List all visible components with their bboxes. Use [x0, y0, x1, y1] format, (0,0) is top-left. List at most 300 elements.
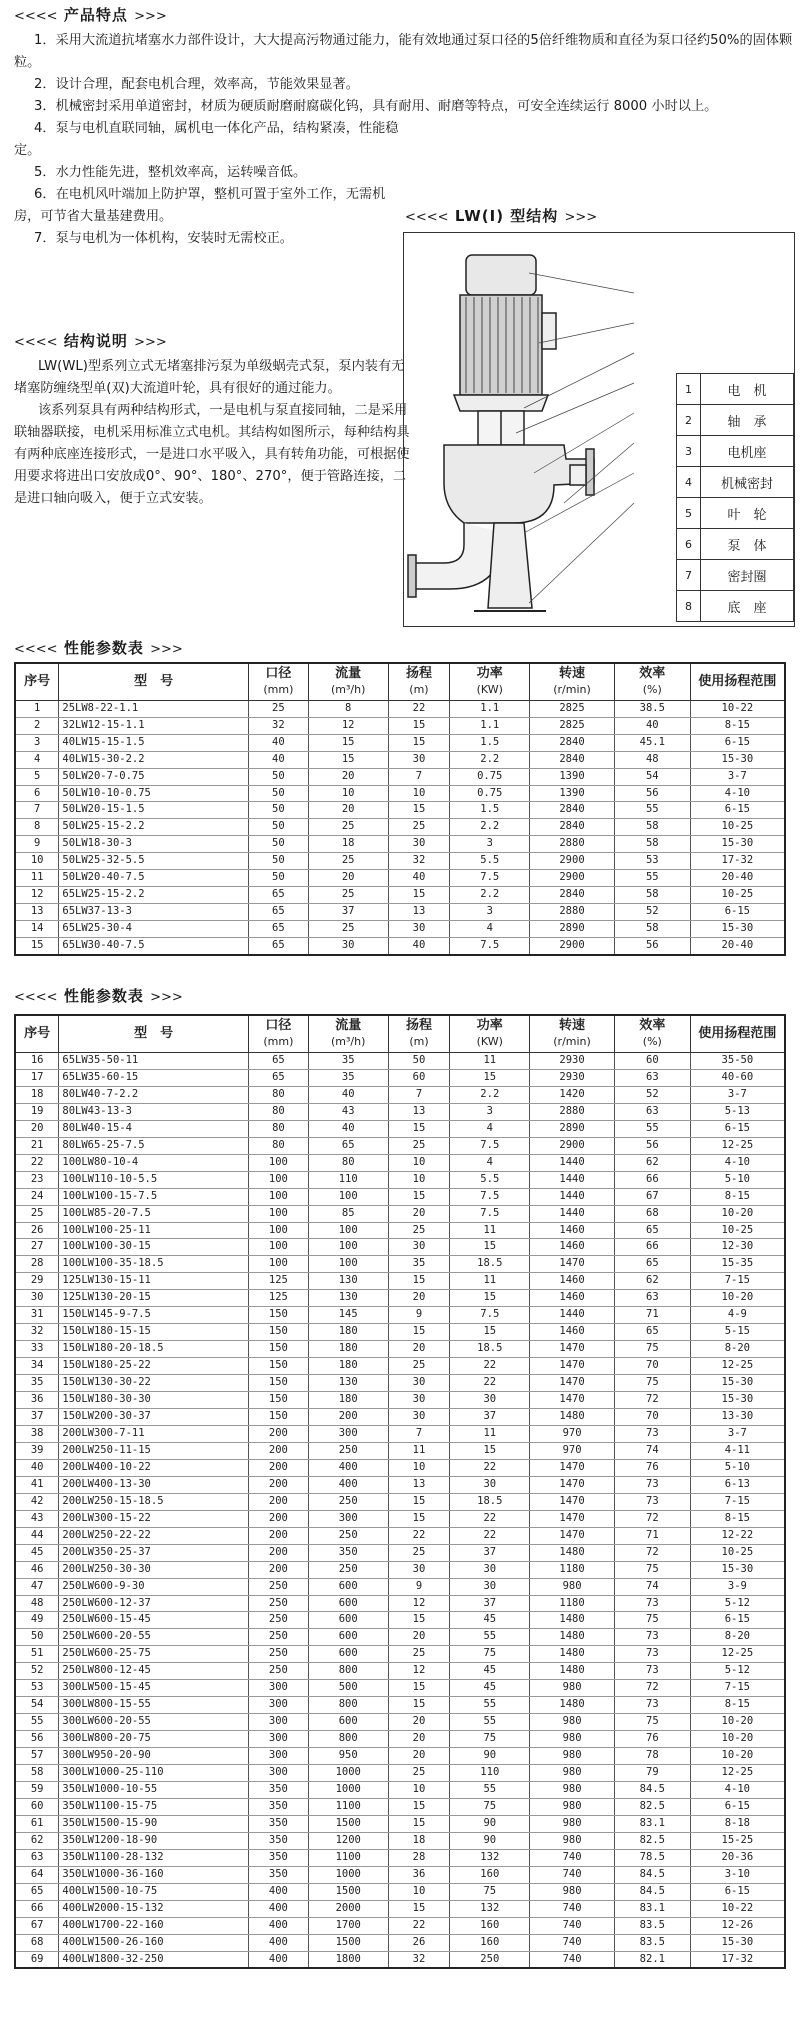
table-cell: 75	[614, 1714, 690, 1731]
table-cell: 30	[308, 937, 388, 954]
performance-table-1	[14, 662, 786, 956]
table-cell: 150	[248, 1341, 308, 1358]
table-row	[15, 1697, 785, 1714]
table-cell: 1180	[530, 1595, 615, 1612]
table-cell: 25	[308, 853, 388, 870]
parts-row	[677, 560, 794, 591]
table-cell: 300	[308, 1510, 388, 1527]
table-cell: 50	[15, 1629, 59, 1646]
table-cell: 11	[15, 870, 59, 887]
table-cell: 65	[248, 937, 308, 954]
table-cell: 400	[248, 1917, 308, 1934]
part-name: 电 机	[701, 374, 794, 405]
table-cell: 26	[15, 1222, 59, 1239]
table-cell: 80LW40-7-2.2	[59, 1086, 249, 1103]
table-cell: 100	[308, 1222, 388, 1239]
table-cell: 18	[388, 1832, 450, 1849]
table-cell: 160	[450, 1917, 530, 1934]
table-cell: 350	[248, 1849, 308, 1866]
table-cell: 600	[308, 1578, 388, 1595]
table-cell: 400LW1500-10-75	[59, 1883, 249, 1900]
arrow-right-icon: >>>	[150, 990, 183, 1005]
table-row	[15, 1493, 785, 1510]
table-cell: 300	[248, 1765, 308, 1782]
table-cell: 2890	[530, 920, 615, 937]
table-cell: 79	[614, 1765, 690, 1782]
table-cell: 82.5	[614, 1832, 690, 1849]
table-cell: 2	[15, 717, 59, 734]
column-header	[450, 663, 530, 701]
table-cell: 2840	[530, 819, 615, 836]
column-header	[59, 1015, 249, 1053]
table-cell: 62	[614, 1154, 690, 1171]
table-cell: 25LW8-22-1.1	[59, 701, 249, 718]
table-cell: 3-7	[690, 768, 785, 785]
table-cell: 22	[388, 701, 450, 718]
table-cell: 250LW600-12-37	[59, 1595, 249, 1612]
column-header	[530, 1015, 615, 1053]
column-header-label: 使用扬程范围	[698, 1026, 777, 1041]
table-row	[15, 1375, 785, 1392]
table-cell: 200LW300-7-11	[59, 1425, 249, 1442]
table-cell: 65LW35-50-11	[59, 1053, 249, 1070]
table-row	[15, 1053, 785, 1070]
table-cell: 2900	[530, 853, 615, 870]
table-cell: 300LW600-20-55	[59, 1714, 249, 1731]
table-cell: 9	[388, 1578, 450, 1595]
table-cell: 1500	[308, 1883, 388, 1900]
table-cell: 8-18	[690, 1815, 785, 1832]
table-cell: 180	[308, 1341, 388, 1358]
table-row	[15, 1832, 785, 1849]
table-cell: 7-15	[690, 1680, 785, 1697]
table-cell: 74	[614, 1578, 690, 1595]
table-cell: 6-15	[690, 802, 785, 819]
table-cell: 9	[388, 1307, 450, 1324]
table-cell: 150LW180-15-15	[59, 1324, 249, 1341]
table-cell: 72	[614, 1680, 690, 1697]
column-header-unit: (mm)	[263, 683, 294, 696]
table-cell: 980	[530, 1731, 615, 1748]
column-header	[690, 663, 785, 701]
table-cell: 250	[248, 1612, 308, 1629]
table-cell: 13	[388, 1103, 450, 1120]
table-cell: 37	[450, 1595, 530, 1612]
table-cell: 10-25	[690, 1222, 785, 1239]
table-cell: 150LW145-9-7.5	[59, 1307, 249, 1324]
feature-item: 2．设计合理，配套电机合理，效率高，节能效果显著。	[34, 77, 359, 92]
table-cell: 2000	[308, 1900, 388, 1917]
table-row	[15, 1239, 785, 1256]
table-row	[15, 734, 785, 751]
table-cell: 45	[15, 1544, 59, 1561]
table-cell: 800	[308, 1731, 388, 1748]
table-cell: 40	[614, 717, 690, 734]
table-row	[15, 1086, 785, 1103]
table-row	[15, 751, 785, 768]
table-cell: 980	[530, 1578, 615, 1595]
table-cell: 250	[308, 1442, 388, 1459]
table-row	[15, 1324, 785, 1341]
table-cell: 40	[388, 870, 450, 887]
table-cell: 740	[530, 1900, 615, 1917]
table-cell: 15	[308, 734, 388, 751]
table-cell: 73	[614, 1663, 690, 1680]
table-cell: 17-32	[690, 1951, 785, 1968]
table-row	[15, 802, 785, 819]
column-header	[308, 1015, 388, 1053]
table-cell: 11	[450, 1273, 530, 1290]
table-cell: 27	[15, 1239, 59, 1256]
table-cell: 65	[308, 1137, 388, 1154]
table-cell: 1420	[530, 1086, 615, 1103]
table-cell: 33	[15, 1341, 59, 1358]
part-number: 8	[677, 591, 701, 622]
table-cell: 7	[388, 1086, 450, 1103]
parts-row	[677, 436, 794, 467]
table-cell: 15	[450, 1239, 530, 1256]
table-cell: 1.1	[450, 701, 530, 718]
table-cell: 300LW800-20-75	[59, 1731, 249, 1748]
table-cell: 100LW100-30-15	[59, 1239, 249, 1256]
table-cell: 73	[614, 1476, 690, 1493]
table-cell: 30	[388, 920, 450, 937]
table-cell: 25	[248, 701, 308, 718]
arrow-left-icon: <<<<	[405, 210, 449, 225]
table-cell: 20	[388, 1714, 450, 1731]
table-cell: 1	[15, 701, 59, 718]
table-cell: 300LW800-15-55	[59, 1697, 249, 1714]
column-header-label: 使用扬程范围	[698, 674, 777, 689]
table-cell: 20	[388, 1629, 450, 1646]
table-cell: 22	[450, 1358, 530, 1375]
feature-item: 1．采用大流道抗堵塞水力部件设计，大大提高污物通过能力，能有效地通过泵口径的5倍纤维物质和直径为泵口径约50%的固体颗粒。	[14, 33, 793, 70]
table-cell: 8	[308, 701, 388, 718]
table-cell: 32	[15, 1324, 59, 1341]
table-cell: 1470	[530, 1510, 615, 1527]
table-cell: 75	[450, 1731, 530, 1748]
table-cell: 30	[450, 1578, 530, 1595]
column-header	[388, 1015, 450, 1053]
table-cell: 6-15	[690, 1120, 785, 1137]
table-row	[15, 1765, 785, 1782]
column-header-unit: (mm)	[263, 1035, 294, 1048]
table-cell: 15	[388, 734, 450, 751]
table-cell: 55	[450, 1697, 530, 1714]
table-row	[15, 1934, 785, 1951]
table-cell: 4	[15, 751, 59, 768]
table-cell: 83.5	[614, 1917, 690, 1934]
table-cell: 20	[308, 802, 388, 819]
table-cell: 73	[614, 1646, 690, 1663]
table-cell: 13	[388, 1476, 450, 1493]
table-cell: 55	[614, 1120, 690, 1137]
table-cell: 1470	[530, 1358, 615, 1375]
table-row	[15, 1069, 785, 1086]
table-cell: 2840	[530, 751, 615, 768]
column-header-label: 型 号	[134, 1026, 174, 1041]
table-cell: 40	[248, 751, 308, 768]
structure-paragraph: LW(WL)型系列立式无堵塞排污泵为单级蜗壳式泵，泵内装有无堵塞防缠绕型单(双)大流道叶轮，具有很好的通过能力。	[14, 359, 405, 396]
part-number: 5	[677, 498, 701, 529]
table-cell: 12-25	[690, 1137, 785, 1154]
table-cell: 150	[248, 1392, 308, 1409]
table-cell: 25	[308, 819, 388, 836]
table-cell: 350LW1000-10-55	[59, 1781, 249, 1798]
column-header-label: 效率	[639, 1018, 666, 1033]
table-cell: 17-32	[690, 853, 785, 870]
table-cell: 350	[248, 1781, 308, 1798]
table-cell: 1800	[308, 1951, 388, 1968]
table-cell: 10-20	[690, 1731, 785, 1748]
parts-row	[677, 374, 794, 405]
table-cell: 1390	[530, 785, 615, 802]
table-cell: 100	[248, 1256, 308, 1273]
table-cell: 1480	[530, 1409, 615, 1426]
table-cell: 250LW600-15-45	[59, 1612, 249, 1629]
table-cell: 10-22	[690, 1900, 785, 1917]
table-cell: 5-10	[690, 1171, 785, 1188]
table-cell: 22	[450, 1527, 530, 1544]
table-cell: 13	[15, 903, 59, 920]
column-header-label: 扬程	[405, 666, 432, 681]
table-cell: 350LW1100-15-75	[59, 1798, 249, 1815]
table-cell: 65	[614, 1324, 690, 1341]
table-row	[15, 903, 785, 920]
column-header-label: 口径	[265, 666, 292, 681]
table-cell: 1470	[530, 1256, 615, 1273]
table-cell: 35-50	[690, 1053, 785, 1070]
table-cell: 250	[308, 1561, 388, 1578]
table-cell: 150	[248, 1375, 308, 1392]
table-cell: 200LW250-30-30	[59, 1561, 249, 1578]
table-cell: 12-30	[690, 1239, 785, 1256]
table-cell: 73	[614, 1697, 690, 1714]
table-cell: 38	[15, 1425, 59, 1442]
pump-drawing	[404, 233, 674, 626]
table-cell: 73	[614, 1425, 690, 1442]
table-cell: 1000	[308, 1765, 388, 1782]
table-cell: 12-22	[690, 1527, 785, 1544]
table-cell: 40LW15-30-2.2	[59, 751, 249, 768]
table-cell: 50	[388, 1053, 450, 1070]
table-cell: 2.2	[450, 819, 530, 836]
table-cell: 10-22	[690, 701, 785, 718]
table-cell: 58	[614, 886, 690, 903]
table-cell: 6-15	[690, 734, 785, 751]
table-cell: 1100	[308, 1798, 388, 1815]
table-cell: 100	[248, 1188, 308, 1205]
table-cell: 15-30	[690, 1392, 785, 1409]
table-cell: 60	[388, 1069, 450, 1086]
table-row	[15, 920, 785, 937]
table-cell: 65LW30-40-7.5	[59, 937, 249, 954]
table-cell: 15-30	[690, 1561, 785, 1578]
table-cell: 160	[450, 1934, 530, 1951]
table-cell: 400LW1800-32-250	[59, 1951, 249, 1968]
column-header-label: 扬程	[406, 1018, 433, 1033]
table-cell: 32	[248, 717, 308, 734]
table-cell: 55	[450, 1781, 530, 1798]
table-cell: 30	[388, 1392, 450, 1409]
table-cell: 5-15	[690, 1324, 785, 1341]
table-cell: 35	[15, 1375, 59, 1392]
table-row	[15, 1917, 785, 1934]
table-cell: 10-20	[690, 1205, 785, 1222]
table-cell: 15	[388, 1324, 450, 1341]
parts-row	[677, 498, 794, 529]
table-cell: 30	[15, 1290, 59, 1307]
table-cell: 10-20	[690, 1290, 785, 1307]
table-cell: 15	[388, 1120, 450, 1137]
table-cell: 300	[248, 1714, 308, 1731]
table-cell: 400LW1500-26-160	[59, 1934, 249, 1951]
part-name: 轴 承	[701, 405, 794, 436]
table-cell: 1470	[530, 1392, 615, 1409]
table-cell: 35	[308, 1069, 388, 1086]
table-cell: 20-40	[690, 870, 785, 887]
table-cell: 5.5	[450, 1171, 530, 1188]
table-cell: 3-10	[690, 1866, 785, 1883]
table-cell: 15	[450, 1069, 530, 1086]
table-cell: 36	[388, 1866, 450, 1883]
table-row	[15, 1459, 785, 1476]
table-cell: 300LW500-15-45	[59, 1680, 249, 1697]
table-cell: 13-30	[690, 1409, 785, 1426]
table-cell: 8-20	[690, 1341, 785, 1358]
part-number: 2	[677, 405, 701, 436]
column-header-unit: (m³/h)	[330, 683, 366, 696]
table-cell: 1460	[530, 1222, 615, 1239]
table-cell: 100LW100-25-11	[59, 1222, 249, 1239]
table-cell: 41	[15, 1476, 59, 1493]
table-cell: 50	[248, 836, 308, 853]
table-cell: 5-12	[690, 1663, 785, 1680]
table-cell: 250LW600-25-75	[59, 1646, 249, 1663]
table-cell: 1480	[530, 1629, 615, 1646]
table-cell: 300	[248, 1748, 308, 1765]
column-header	[614, 1015, 690, 1053]
table-cell: 100	[308, 1188, 388, 1205]
column-header	[248, 1015, 308, 1053]
table-cell: 37	[15, 1409, 59, 1426]
table-row	[15, 1409, 785, 1426]
table-cell: 4	[450, 1154, 530, 1171]
arrow-left-icon: <<<<	[14, 335, 58, 350]
table-cell: 55	[15, 1714, 59, 1731]
table-cell: 90	[450, 1748, 530, 1765]
table-cell: 9	[15, 836, 59, 853]
table-cell: 73	[614, 1595, 690, 1612]
table-cell: 20	[308, 768, 388, 785]
table-cell: 75	[614, 1612, 690, 1629]
table-cell: 11	[450, 1053, 530, 1070]
table-cell: 65	[248, 920, 308, 937]
table-cell: 62	[15, 1832, 59, 1849]
table-cell: 5-12	[690, 1595, 785, 1612]
table-cell: 12-25	[690, 1646, 785, 1663]
table-cell: 1480	[530, 1612, 615, 1629]
table-row	[15, 1544, 785, 1561]
table-cell: 65	[248, 1069, 308, 1086]
table-cell: 40-60	[690, 1069, 785, 1086]
table-cell: 110	[308, 1171, 388, 1188]
table-cell: 50LW18-30-3	[59, 836, 249, 853]
table-cell: 6-15	[690, 1883, 785, 1900]
table-cell: 200LW250-22-22	[59, 1527, 249, 1544]
table-cell: 980	[530, 1832, 615, 1849]
table-cell: 400LW1700-22-160	[59, 1917, 249, 1934]
table-row	[15, 785, 785, 802]
table-row	[15, 717, 785, 734]
table-cell: 1470	[530, 1476, 615, 1493]
column-header-label: 转速	[559, 1018, 586, 1033]
table-cell: 43	[308, 1103, 388, 1120]
table-cell: 66	[15, 1900, 59, 1917]
column-header-label: 口径	[265, 1018, 292, 1033]
table-cell: 3	[450, 836, 530, 853]
table-row	[15, 1222, 785, 1239]
table-row	[15, 1612, 785, 1629]
table-cell: 10-20	[690, 1748, 785, 1765]
table-cell: 980	[530, 1883, 615, 1900]
column-header-unit: (KW)	[476, 683, 503, 696]
table-cell: 14	[15, 920, 59, 937]
table-cell: 8-15	[690, 1697, 785, 1714]
table-cell: 4-10	[690, 1154, 785, 1171]
table-cell: 6-15	[690, 1612, 785, 1629]
table-cell: 100LW110-10-5.5	[59, 1171, 249, 1188]
table-header-row	[15, 1015, 785, 1053]
table-cell: 2930	[530, 1053, 615, 1070]
table-row	[15, 1273, 785, 1290]
table-cell: 1470	[530, 1341, 615, 1358]
table-cell: 100LW85-20-7.5	[59, 1205, 249, 1222]
table-row	[15, 1798, 785, 1815]
table-cell: 1440	[530, 1171, 615, 1188]
table-cell: 1440	[530, 1188, 615, 1205]
lw-structure-title: LW(I) 型结构	[454, 207, 559, 225]
part-name: 叶 轮	[701, 498, 794, 529]
table-cell: 1700	[308, 1917, 388, 1934]
table-cell: 72	[614, 1544, 690, 1561]
structure-paragraph: 该系列泵具有两种结构形式，一是电机与泵直接同轴，二是采用联轴器联接，电机采用标准立式电机。其结构如图所示，每种结构具有两种底座连接形式，一是进口水平吸入，具有转角功能，可根据使用要求将进出口安放成0°、90°、180°、270°，便于管路连接，二是进口轴向吸入，便于立式安装。	[14, 403, 410, 506]
table-cell: 50	[248, 785, 308, 802]
table-cell: 250LW800-12-45	[59, 1663, 249, 1680]
column-header	[530, 663, 615, 701]
table-cell: 1.5	[450, 802, 530, 819]
table-cell: 300	[308, 1425, 388, 1442]
column-header-label: 序号	[24, 1026, 51, 1041]
table-cell: 67	[15, 1917, 59, 1934]
table-cell: 18	[308, 836, 388, 853]
table-cell: 52	[614, 1086, 690, 1103]
table-row	[15, 768, 785, 785]
table-cell: 15	[388, 802, 450, 819]
table-cell: 980	[530, 1714, 615, 1731]
table-cell: 15	[388, 1815, 450, 1832]
table-cell: 150LW180-25-22	[59, 1358, 249, 1375]
table-cell: 4-10	[690, 1781, 785, 1798]
table-cell: 25	[308, 920, 388, 937]
table-cell: 600	[308, 1612, 388, 1629]
column-header	[450, 1015, 530, 1053]
table-cell: 45	[450, 1680, 530, 1697]
table-cell: 7.5	[450, 870, 530, 887]
table-cell: 15	[388, 1680, 450, 1697]
table-cell: 12-25	[690, 1358, 785, 1375]
table-row	[15, 1188, 785, 1205]
